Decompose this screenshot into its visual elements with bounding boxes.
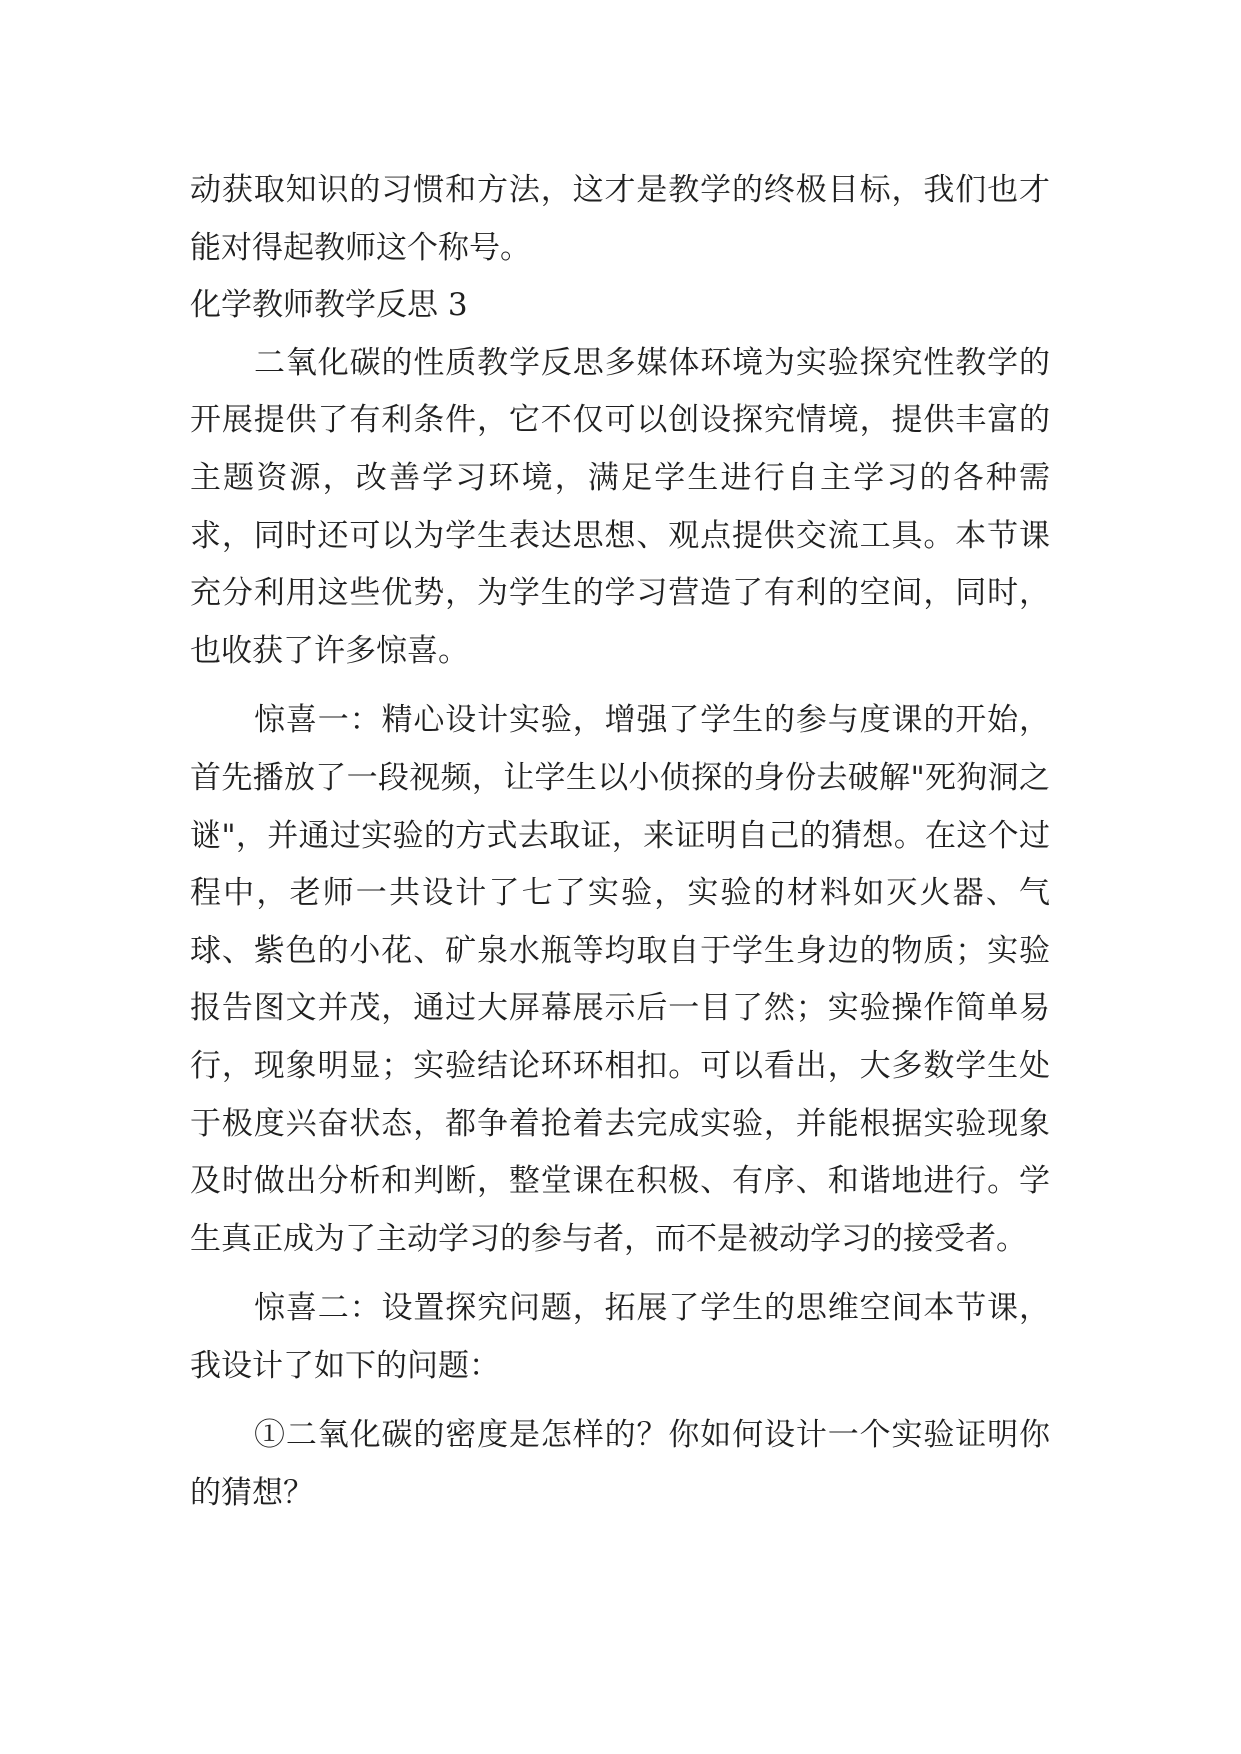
surprise-one-paragraph: 惊喜一：精心设计实验，增强了学生的参与度课的开始，首先播放了一段视频，让学生以小侦探的身份去破解"死狗洞之谜"，并通过实验的方式去取证，来证明自己的猜想。在这个过程中，老师一共设计了七了实验，实验的材料如灭火器、气球、紫色的小花、矿泉水瓶等均取自于学生身边的物质；实验报告图文并茂，通过大屏幕展示后一目了然；实验操作简单易行，现象明显；实验结论环环相扣。可以看出，大多数学生处于极度兴奋状态，都争着抢着去完成实验，并能根据实验现象及时做出分析和判断，整堂课在积极、有序、和谐地进行。学生真正成为了主动学习的参与者，而不是被动学习的接受者。 — [190, 702, 1050, 1257]
continuation-paragraph: 动获取知识的习惯和方法，这才是教学的终极目标，我们也才能对得起教师这个称号。 — [190, 172, 1050, 266]
surprise-two-paragraph: 惊喜二：设置探究问题，拓展了学生的思维空间本节课，我设计了如下的问题： — [190, 1290, 1050, 1384]
intro-paragraph: 二氧化碳的性质教学反思多媒体环境为实验探究性教学的开展提供了有利条件，它不仅可以创设探究情境，提供丰富的主题资源，改善学习环境，满足学生进行自主学习的各种需求，同时还可以为学生表达思想、观点提供交流工具。本节课充分利用这些优势，为学生的学习营造了有利的空间，同时，也收获了许多惊喜。 — [190, 344, 1050, 669]
document-body — [190, 162, 1050, 1523]
section-title: 化学教师教学反思 3 — [190, 287, 468, 324]
question-one-paragraph: ①二氧化碳的密度是怎样的？你如何设计一个实验证明你的猜想？ — [190, 1417, 1050, 1512]
